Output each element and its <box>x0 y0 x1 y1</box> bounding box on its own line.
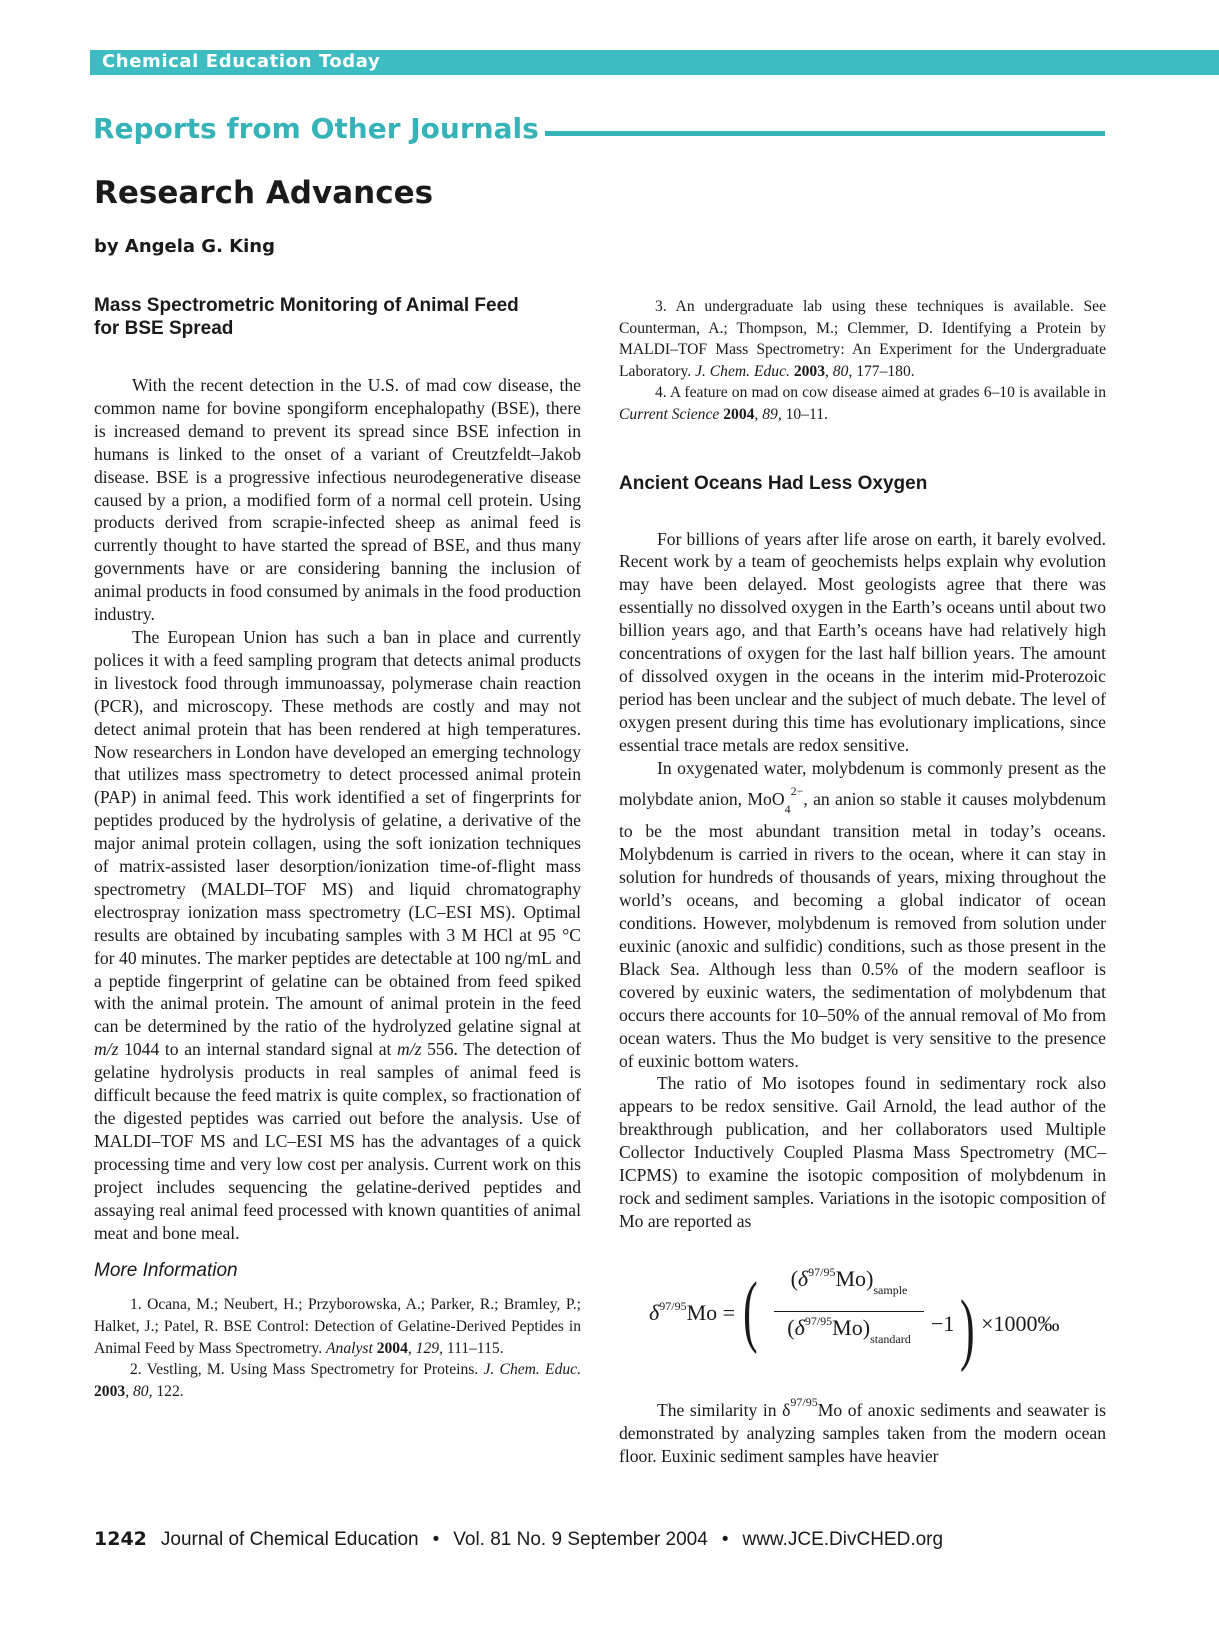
right-paren: ) <box>960 1284 976 1373</box>
footer-bullet: • <box>432 1529 440 1550</box>
fraction-numerator: $(\delta^{97/95}Mo)_{sample}$ <box>790 1264 908 1297</box>
reference-year: 2003 <box>793 362 825 380</box>
section-banner <box>90 50 1219 75</box>
equation-fraction <box>774 1265 924 1347</box>
superscript: 97/95 <box>790 1394 818 1409</box>
reference-pages: 122. <box>152 1382 184 1400</box>
reference-item: 4. A feature on mad on cow disease aimed at grades 6–10 is available in Current Science 2004, 89, 10–11. <box>619 384 1106 423</box>
reference-pages: 177–180. <box>852 362 915 380</box>
mz-label: m/z <box>397 1039 422 1060</box>
fraction-bar <box>774 1311 924 1312</box>
reference-item: 2. Vestling, M. Using Mass Spectrometry for Proteins. J. Chem. Educ. 2003, 80, 122. <box>94 1361 581 1400</box>
article-title-bse: Mass Spectrometric Monitoring of Animal Feed for BSE Spread <box>94 295 519 339</box>
paragraph-text: In oxygenated water, molybdenum is commonly present as the molybdate anion, MoO <box>619 757 1106 809</box>
left-column <box>94 294 581 1402</box>
reference-year: 2004 <box>723 405 755 423</box>
isotope-ratio: 97/95 <box>808 1264 836 1279</box>
superscript: 2− <box>790 783 804 798</box>
isotope-ratio: 97/95 <box>659 1298 687 1313</box>
page-number: 1242 <box>94 1528 147 1550</box>
paragraph-text: , an anion so stable it causes molybdenum to be the most abundant transition metal in today’s oceans. Molybdenum is carried in rivers to the ocean, where it can stay in solution for hundreds of thousands of years, mixing throughout the world’s oceans, and becoming a global indicator of ocean conditions. However, molybdenum is removed from solution under euxinic (anoxic and sulfidic) conditions, such as those present in the Black Sea. Although less than 0.5% of the modern seafloor is covered by euxinic waters, the sedimentation of molybdenum that occurs there accounts for 10–50% of the annual removal of Mo from ocean waters. Thus the Mo budget is very sensitive to the presence of euxinic bottom waters. <box>619 788 1107 1071</box>
journal-url[interactable]: www.JCE.DivCHED.org <box>742 1529 944 1550</box>
footer-bullet: • <box>721 1529 729 1550</box>
fraction-denominator: $(\delta^{97/95}Mo)_{standard}$ <box>787 1313 911 1346</box>
byline: by Angela G. King <box>94 236 276 257</box>
section-banner-label: Chemical Education Today <box>102 51 381 72</box>
element-symbol: Mo <box>832 1314 863 1340</box>
issue-info: Vol. 81 No. 9 September 2004 <box>453 1529 708 1550</box>
column-title: Reports from Other Journals <box>93 112 539 145</box>
standard-subscript: standard <box>870 1331 911 1346</box>
delta-symbol: δ <box>797 1265 809 1291</box>
reference-text: 1. Ocana, M.; Neubert, H.; Przyborowska, A.; Parker, R.; Bramley, P.; Halket, J.; Patel, R. BSE Control: Detection of Gelatine-Derived Peptides in Animal Feed by Mass Spectrometry. <box>94 1296 581 1357</box>
reference-item: 1. Ocana, M.; Neubert, H.; Przyborowska, A.; Parker, R.; Bramley, P.; Halket, J.; Patel, R. BSE Control: Detection of Gelatine-Derived Peptides in Animal Feed by Mass Spectrometry. Analyst 2004, 129, 111–115. <box>94 1296 581 1357</box>
sample-subscript: sample <box>873 1282 908 1297</box>
more-information-heading: More Information <box>94 1260 238 1282</box>
mz-label: m/z <box>94 1039 119 1060</box>
isotope-equation <box>619 1261 1106 1373</box>
paragraph-text: The European Union has such a ban in place and currently polices it with a feed sampling program that detects animal products in livestock food through immunoassay, polymerase chain reaction (PCR), and microscopy. These methods are costly and may not detect animal protein that has been rendered at high temperatures. Now researchers in London have developed an emerging technology that utilizes mass spectrometry to detect processed animal protein (PAP) in animal feed. This work identified a set of fingerprints for peptides produced by the hydrolysis of gelatine, a derivative of the major animal protein collagen, using the soft ionization techniques of matrix-assisted laser desorption/ionization time-of-flight mass spectrometry (MALDI–TOF MS) and liquid chromatography electrospray ionization mass spectrometry (LC–ESI MS). Optimal results are obtained by incubating samples with 3 M HCl at 95 °C for 40 minutes. The marker peptides are detectable at 100 ng/mL and a peptide fingerprint of gelatine can be obtained from feed spiked with the animal protein. The amount of animal protein in the feed can be determined by the ratio of the hydrolyzed gelatine signal at <box>94 626 581 1037</box>
column-title-rule <box>545 131 1105 136</box>
left-paren: ( <box>742 1266 758 1355</box>
paragraph-text: Mo of anoxic sediments and seawater is demonstrated by analyzing samples taken from the modern ocean floor. Euxinic sediment samples have heavier <box>619 1399 1106 1466</box>
reference-text: 4. A feature on mad on cow disease aimed at grades 6–10 is available in <box>655 384 1106 402</box>
paragraph-text: 1044 to an internal standard signal at <box>118 1039 398 1060</box>
article-body-bse <box>94 374 581 1244</box>
article-title-oceans: Ancient Oceans Had Less Oxygen <box>619 472 928 494</box>
paragraph <box>619 757 1106 1073</box>
reference-list <box>94 1294 581 1402</box>
reference-volume: 80, <box>832 362 853 380</box>
reference-year: 2003 <box>94 1382 126 1400</box>
paragraph: With the recent detection in the U.S. of mad cow disease, the common name for bovine spongiform encephalopathy (BSE), there is increased demand to prevent its spread since BSE infection in humans is linked to the onset of a variant of Creutzfeldt–Jakob disease. BSE is a progressive infectious neurodegenerative disease caused by a prion, a modified form of a normal cell protein. Using products derived from scrapie-infected sheep as animal feed is currently thought to have started the spread of BSE, and thus many governments have or are considering banning the inclusion of animal products in food consumed by animals in the food production industry. <box>94 375 581 625</box>
page-footer <box>94 1528 943 1551</box>
article-body-oceans-cont <box>619 1391 1106 1468</box>
reference-volume: 129, <box>415 1339 443 1357</box>
isotope-ratio: 97/95 <box>804 1313 833 1328</box>
headline: Research Advances <box>94 175 434 211</box>
delta-symbol: δ <box>649 1299 660 1325</box>
equation-tail <box>931 1284 1060 1373</box>
reference-pages: 111–115. <box>442 1339 504 1357</box>
reference-journal: J. Chem. Educ. <box>483 1361 581 1379</box>
reference-volume: 80, <box>132 1382 153 1400</box>
reference-list-continued <box>619 296 1106 426</box>
article-body-oceans <box>619 528 1106 1233</box>
paragraph: For billions of years after life arose on earth, it barely evolved. Recent work by a team of geochemists helps explain why evolution may have been delayed. Most geologists agree that there was essentially no dissolved oxygen in the Earth’s oceans until about two billion years ago, and that Earth’s oceans have had relatively high concentrations of oxygen for the last half billion years. The amount of dissolved oxygen in the oceans in the interim mid-Proterozoic period has been unclear and the subject of much debate. The level of oxygen present during this time has evolutionary implications, since essential trace metals are redox sensitive. <box>619 528 1106 755</box>
reference-journal: Current Science <box>619 405 720 423</box>
multiplier: ×1000‰ <box>981 1310 1060 1336</box>
paragraph <box>619 1391 1106 1468</box>
reference-text: 2. Vestling, M. Using Mass Spectrometry for Proteins. <box>130 1361 484 1379</box>
reference-journal: J. Chem. Educ. <box>695 362 790 380</box>
subscript: 4 <box>784 801 791 816</box>
reference-pages: 10–11. <box>781 405 828 423</box>
equals-sign: = <box>717 1299 736 1325</box>
reference-item: 3. An undergraduate lab using these techniques is available. See Counterman, A.; Thompson, M.; Clemmer, D. Identifying a Protein by MALDI–TOF Mass Spectrometry: An Experiment for the Undergraduate Laboratory. J. Chem. Educ. 2003, 80, 177–180. <box>619 298 1106 380</box>
element-symbol: Mo <box>835 1265 867 1291</box>
paragraph <box>94 626 581 1244</box>
paragraph-text: The similarity in δ <box>657 1399 791 1420</box>
delta-symbol: δ <box>794 1314 805 1340</box>
minus-one: −1 <box>931 1310 955 1336</box>
reference-volume: 89, <box>762 405 782 423</box>
element-symbol: Mo <box>686 1299 718 1325</box>
reference-text: 3. An undergraduate lab using these techniques is available. See Counterman, A.; Thompson, M.; Clemmer, D. Identifying a Protein by MALDI–TOF Mass Spectrometry: An Experiment for the Undergraduate Laboratory. <box>619 298 1106 380</box>
reference-journal: Analyst <box>326 1339 373 1357</box>
journal-name: Journal of Chemical Education <box>160 1529 419 1550</box>
paragraph: The ratio of Mo isotopes found in sedimentary rock also appears to be redox sensitive. Gail Arnold, the lead author of the breakthrough publication, and her collaborators used Multiple Collector Inductively Coupled Plasma Mass Spectrometry (MC–ICPMS) to examine the isotopic composition of molybdenum in rock and sediment samples. Variations in the isotopic composition of Mo are reported as <box>619 1073 1106 1231</box>
paragraph-text: 556. The detection of gelatine hydrolysis products in real samples of animal feed is difficult because the feed matrix is quite complex, so fractionation of the digested peptides was carried out before the analysis. Use of MALDI–TOF MS and LC–ESI MS has the advantages of a quick processing time and very low cost per analysis. Current work on this project includes sequencing the gelatine-derived peptides and assaying real animal feed processed with known quantities of animal meat and bone meal. <box>94 1039 581 1243</box>
right-column <box>619 296 1106 1467</box>
reference-year: 2004 <box>376 1339 408 1357</box>
equation-lhs <box>649 1299 735 1326</box>
